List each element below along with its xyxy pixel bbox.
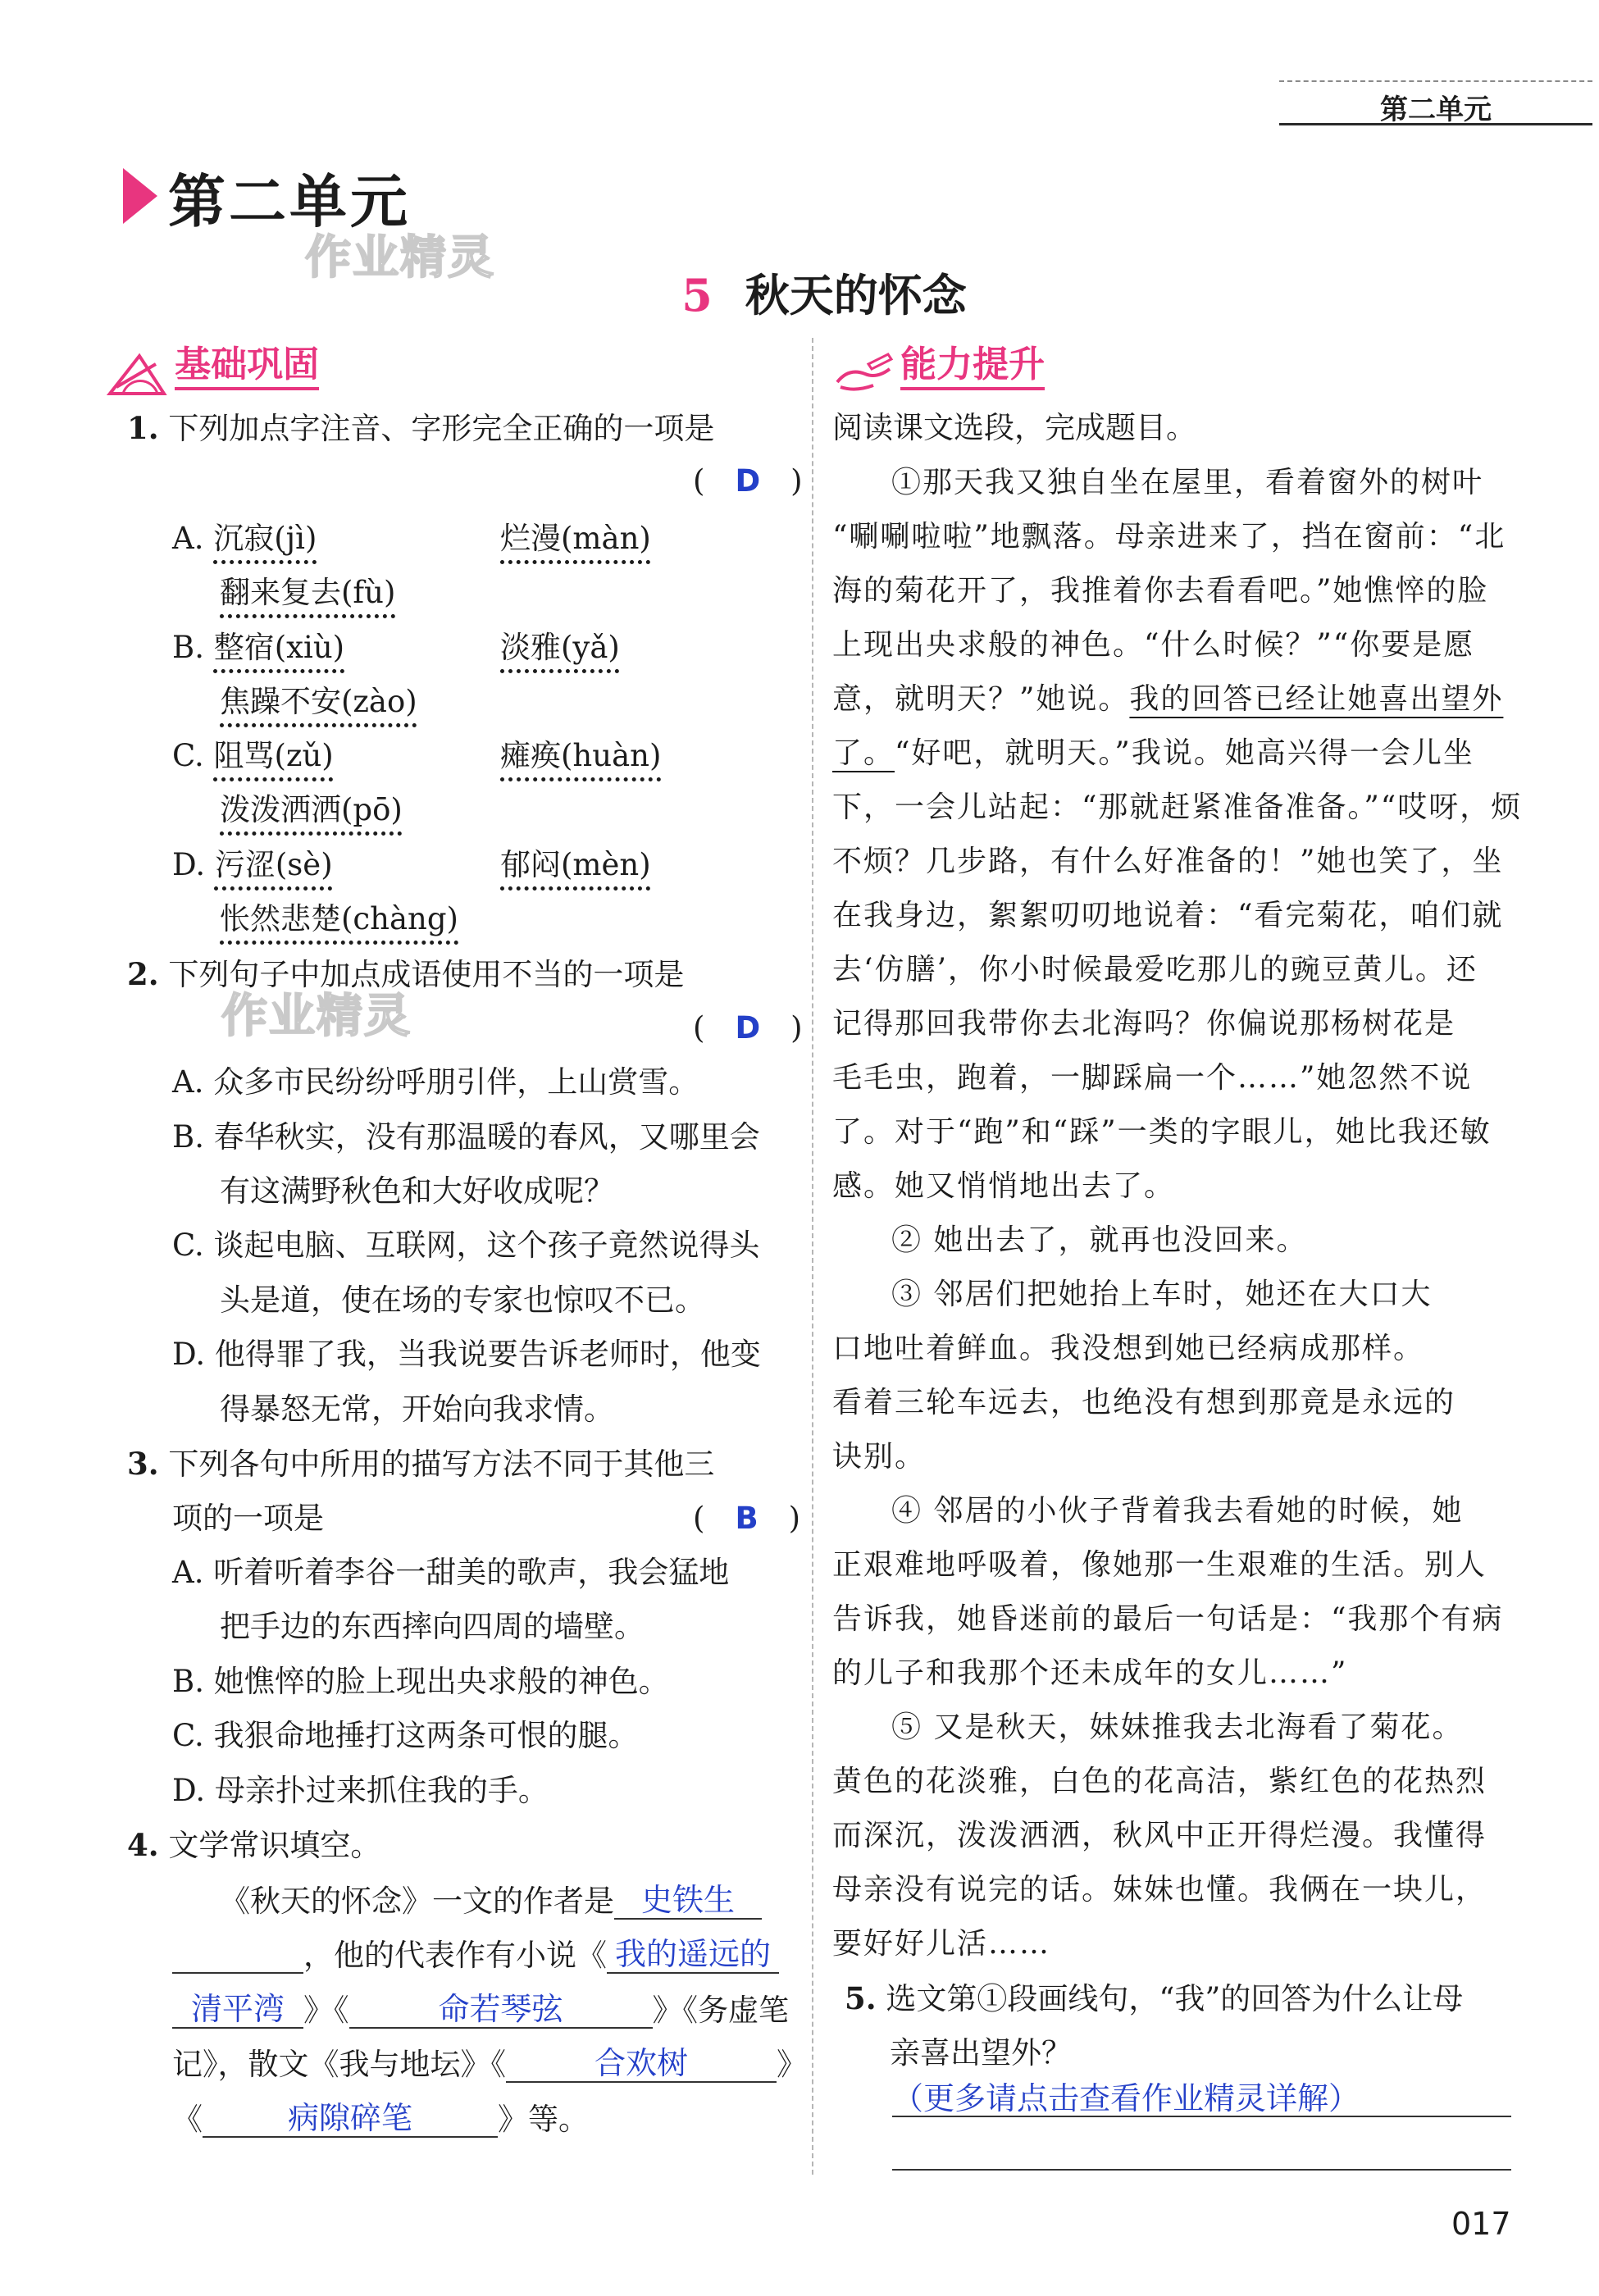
q3-answer: ( B ) [693, 1501, 801, 1536]
q4-line2: ，他的代表作有小说《 我的遥远的 [172, 1936, 779, 1974]
q2-option-b: B. 春华秋实，没有那温暖的春风，又哪里会 [172, 1119, 760, 1155]
q4-answer-novel2: 命若琴弦 [438, 1991, 563, 2027]
q3-option-d: D. 母亲扑过来抓住我的手。 [172, 1773, 549, 1808]
q1-option-a2: 烂漫(màn) [500, 521, 651, 556]
q4-line4: 记》，散文《我与地坛》《 合欢树 》 [172, 2045, 807, 2082]
q1-option-c: C. 阻骂(zǔ) [172, 738, 334, 773]
q4-answer-essay1: 合欢树 [594, 2045, 688, 2081]
q2-answer: ( D ) [693, 1010, 803, 1046]
lesson-number: 5 [681, 269, 713, 321]
watermark-2: 作业精灵 [221, 990, 412, 1043]
page-number: 017 [1451, 2206, 1511, 2242]
q1-option-d: D. 污涩(sè) [172, 847, 333, 882]
q4-line5: 《 病隙碎笔 》等。 [172, 2100, 589, 2137]
watermark: 作业精灵 [305, 231, 495, 285]
q4-answer-novel1a: 我的遥远的 [614, 1936, 771, 1972]
q1-answer: ( D ) [693, 463, 803, 499]
header-rule [1279, 123, 1592, 125]
q1-option-c3: 泼泼洒洒(pō) [220, 792, 403, 827]
q5-stem: 5. 选文第①段画线句，“我”的回答为什么让母 [845, 1980, 1464, 2016]
q1-option-b2: 淡雅(yǎ) [500, 630, 620, 665]
q1-option-b: B. 整宿(xiù) [172, 630, 345, 665]
triangle-marker-icon [123, 168, 157, 224]
q1-option-d3: 怅然悲楚(chàng) [220, 901, 458, 936]
unit-title: 第二单元 [168, 167, 411, 235]
q3-stem: 3. 下列各句中所用的描写方法不同于其他三 [127, 1446, 715, 1482]
section-basics [107, 335, 319, 397]
q5-stem-cont: 亲喜出望外？ [890, 2035, 1072, 2070]
q3-option-a: A. 听着听着李谷一甜美的歌声，我会猛地 [172, 1555, 730, 1590]
q2-stem: 2. 下列句子中加点成语使用不当的一项是 [127, 956, 685, 992]
hand-pen-icon [832, 349, 896, 397]
q3-stem-cont: 项的一项是 [172, 1501, 324, 1536]
header-dashed-rule [1279, 80, 1592, 82]
lesson-title [0, 261, 1599, 324]
reading-paragraph-2: ② 她出去了，就再也没回来。 [891, 1223, 1308, 1257]
reading-paragraph-1: ①那天我又独自坐在屋里，看着窗外的树叶 “唰唰啦啦”地飘落。母亲进来了，挡在窗前：“北 海的菊花开了，我推着你去看看吧。”她憔悴的脸 上现出央求般的神色。“什么时候？”“你要是愿 意，就明天？”她说。我的回答已经让她喜出望外 了。“好吧，就明天。”我说。她高兴得一会儿坐 下，一会儿站起：“那就赶紧准备准备。”“哎呀，烦 不烦？几步路，有什么好准备的！”她也笑了，坐 在我身边，絮絮叨叨地说着：“看完菊花，咱们就 去‘仿膳’，你小时候最爱吃那儿的豌豆黄儿。还 记得那回我带你去北海吗？你偏说那杨树花是 毛毛虫，跑着，一脚踩扁一个……”她忽然不说 了。对于“跑”和“踩”一类的字眼儿，她比我还敏 感。她又悄悄地出去了。 ② 她出去了，就再也没回来。 ③ 邻居们把她抬上车时，她还在大口大 口地吐着鲜血。我没想到她已经病成那样。 看着三轮车远去，也绝没有想到那竟是永远的 诀别。 ④ 邻居的小伙子背着我去看她的时候，她 正艰难地呼吸着，像她那一生艰难的生活。别人 告诉我，她昏迷前的最后一句话是：“我那个有病 的儿子和我那个还未成年的女儿……” ⑤ 又是秋天，妹妹推我去北海看了菊花。 黄色的花淡雅，白色的花高洁，紫红色的花热烈 而深沉，泼泼洒洒，秋风中正开得烂漫。我懂得 母亲没有说完的话。妹妹也懂。我俩在一块儿， 要好好儿活…… [832, 456, 1538, 1971]
q2-option-c-cont: 头是道，使在场的专家也惊叹不已。 [220, 1282, 705, 1318]
q1-option-b3: 焦躁不安(zào) [220, 684, 417, 719]
q1-stem: 1. 下列加点字注音、字形完全正确的一项是 [127, 410, 715, 446]
q1-option-a: A. 沉寂(jì) [172, 521, 317, 556]
underlined-sentence: 我的回答已经让她喜出望外 [1129, 682, 1504, 716]
q5-answer-line-2 [892, 2169, 1511, 2171]
q3-option-c: C. 我狠命地捶打这两条可恨的腿。 [172, 1718, 639, 1753]
q4-line1: 《秋天的怀念》一文的作者是 史铁生 [220, 1882, 762, 1920]
q4-answer-author: 史铁生 [640, 1882, 735, 1918]
q1-option-a3: 翻来复去(fù) [220, 575, 396, 610]
q4-line3: 清平湾 》《 命若琴弦 》《务虚笔 [172, 1991, 789, 2029]
running-header: 第二单元 [1380, 93, 1492, 126]
q2-option-d-cont: 得暴怒无常，开始向我求情。 [220, 1392, 614, 1427]
q4-answer-essay2: 病隙碎笔 [287, 2100, 412, 2136]
q4-answer-novel1b: 清平湾 [190, 1991, 285, 2027]
q5-answer-line-1 [892, 2116, 1511, 2117]
q3-option-a-cont: 把手边的东西摔向四周的墙壁。 [220, 1609, 645, 1644]
section-basics-title: 基础巩固 [175, 344, 319, 390]
q1-option-c2: 瘫痪(huàn) [500, 738, 662, 773]
q5-answer-link[interactable]: （更多请点击查看作业精灵详解） [892, 2080, 1360, 2116]
q4-stem: 4. 文学常识填空。 [127, 1827, 381, 1863]
column-divider [812, 338, 813, 2175]
q2-option-b-cont: 有这满野秋色和大好收成呢？ [220, 1173, 614, 1209]
q2-option-a: A. 众多市民纷纷呼朋引伴，上山赏雪。 [172, 1064, 699, 1100]
q2-option-d: D. 他得罪了我，当我说要告诉老师时，他变 [172, 1337, 761, 1372]
reading-intro: 阅读课文选段，完成题目。 [832, 410, 1196, 445]
lesson-name: 秋天的怀念 [745, 269, 967, 321]
q3-option-b: B. 她憔悴的脸上现出央求般的神色。 [172, 1664, 669, 1699]
q1-option-d2: 郁闷(mèn) [500, 847, 651, 882]
q2-option-c: C. 谈起电脑、互联网，这个孩子竟然说得头 [172, 1228, 760, 1263]
section-ability-title: 能力提升 [900, 344, 1045, 390]
section-ability [832, 335, 1045, 397]
ruler-protractor-icon [107, 349, 171, 397]
